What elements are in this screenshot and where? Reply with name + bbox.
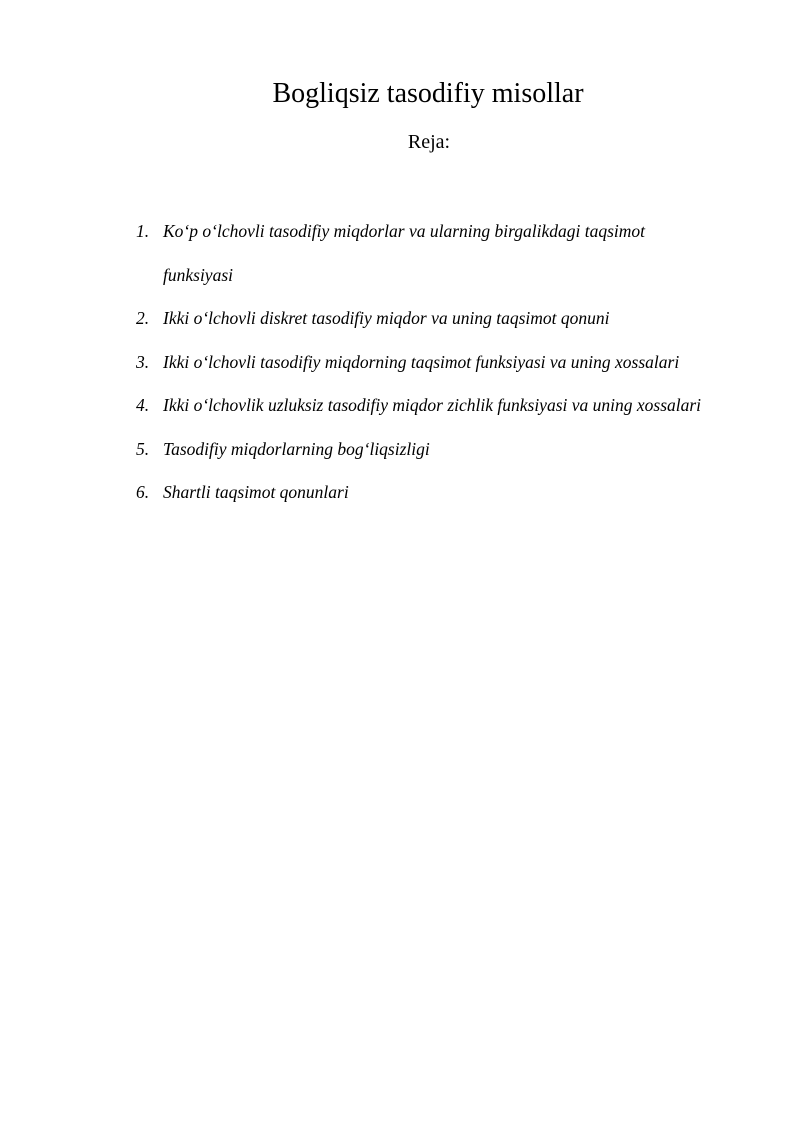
plan-item-text: Ikki o‘lchovli tasodifiy miqdorning taqsimot funksiyasi va uning xossalari — [163, 351, 680, 372]
plan-item-5 — [136, 428, 756, 472]
plan-item-text: Shartli taqsimot qonunlari — [163, 482, 349, 502]
plan-list — [136, 210, 756, 515]
plan-item-number: 3. — [136, 351, 150, 372]
plan-item-3 — [136, 341, 756, 385]
plan-item-1 — [136, 210, 756, 297]
plan-item-number: 6. — [136, 482, 150, 502]
plan-item-6 — [136, 471, 756, 515]
plan-item-number: 5. — [136, 438, 150, 459]
plan-item-text-continuation: funksiyasi — [163, 264, 233, 285]
document-title: Bogliqsiz tasodifiy misollar — [272, 78, 584, 109]
plan-item-number: 1. — [136, 221, 150, 241]
plan-item-number: 2. — [136, 308, 150, 328]
plan-item-text: Tasodifiy miqdorlarning bog‘liqsizligi — [163, 438, 430, 459]
plan-item-2 — [136, 297, 756, 341]
plan-item-text: Ikki o‘lchovli diskret tasodifiy miqdor va uning taqsimot qonuni — [163, 308, 610, 328]
plan-item-text: Ikki o‘lchovlik uzluksiz tasodifiy miqdor zichlik funksiyasi va uning xossalari — [163, 395, 702, 415]
plan-item-text: Ko‘p o‘lchovli tasodifiy miqdorlar va ularning birgalikdagi taqsimot — [163, 221, 646, 241]
plan-item-4 — [136, 384, 756, 428]
plan-heading: Reja: — [407, 131, 451, 153]
plan-item-number: 4. — [136, 395, 150, 415]
